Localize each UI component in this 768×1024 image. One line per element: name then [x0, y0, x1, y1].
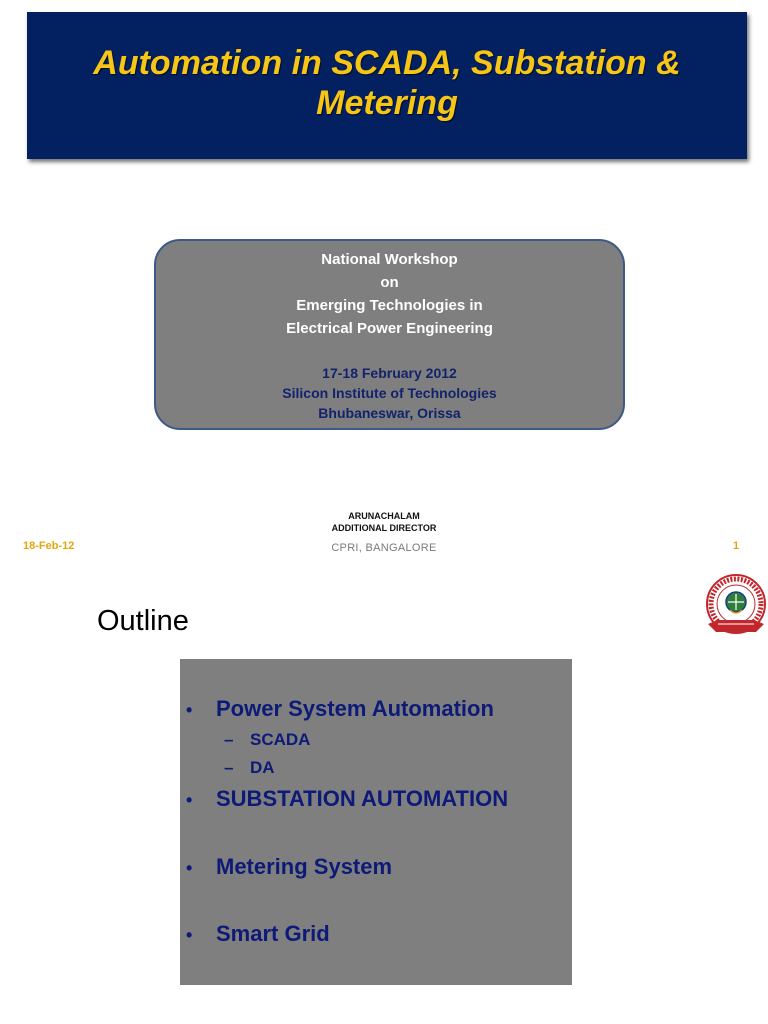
list-subitem	[224, 729, 310, 751]
bullet-icon: •	[186, 925, 193, 945]
dash-icon: –	[224, 758, 234, 777]
workshop-place: Bhubaneswar, Orissa	[318, 405, 461, 421]
outline-box	[180, 659, 572, 985]
outline-title: Outline	[97, 605, 189, 637]
author-block	[0, 510, 768, 534]
bullet-icon: •	[186, 700, 193, 720]
list-item-label: Power System Automation	[216, 696, 494, 721]
workshop-line: Emerging Technologies in	[296, 297, 483, 314]
list-subitem-label: DA	[250, 758, 275, 777]
list-subitem	[224, 757, 275, 779]
page-number: 1	[733, 540, 740, 552]
workshop-line: Electrical Power Engineering	[286, 320, 493, 337]
footer-date: 18-Feb-12	[23, 540, 75, 552]
bullet-icon: •	[186, 790, 193, 810]
cpri-emblem-icon	[704, 574, 768, 640]
list-subitem-label: SCADA	[250, 730, 311, 749]
author-title: ADDITIONAL DIRECTOR	[331, 523, 437, 533]
workshop-info-box	[154, 239, 625, 430]
workshop-venue: Silicon Institute of Technologies	[282, 385, 497, 401]
bullet-icon: •	[186, 858, 193, 878]
list-item	[186, 921, 330, 948]
author-name: ARUNACHALAM	[348, 511, 420, 521]
workshop-line: National Workshop	[321, 251, 458, 268]
workshop-date: 17-18 February 2012	[322, 365, 457, 381]
footer-organization: CPRI, BANGALORE	[331, 542, 437, 554]
list-item	[186, 786, 508, 813]
list-item-label: SUBSTATION AUTOMATION	[216, 786, 509, 811]
list-item-label: Smart Grid	[216, 921, 330, 946]
title-banner	[27, 12, 747, 159]
workshop-line: on	[380, 274, 399, 291]
list-item	[186, 696, 494, 723]
list-item	[186, 854, 392, 881]
list-item-label: Metering System	[216, 854, 393, 879]
slide-title: Automation in SCADA, Substation & Metering	[93, 44, 681, 122]
dash-icon: –	[224, 730, 234, 749]
